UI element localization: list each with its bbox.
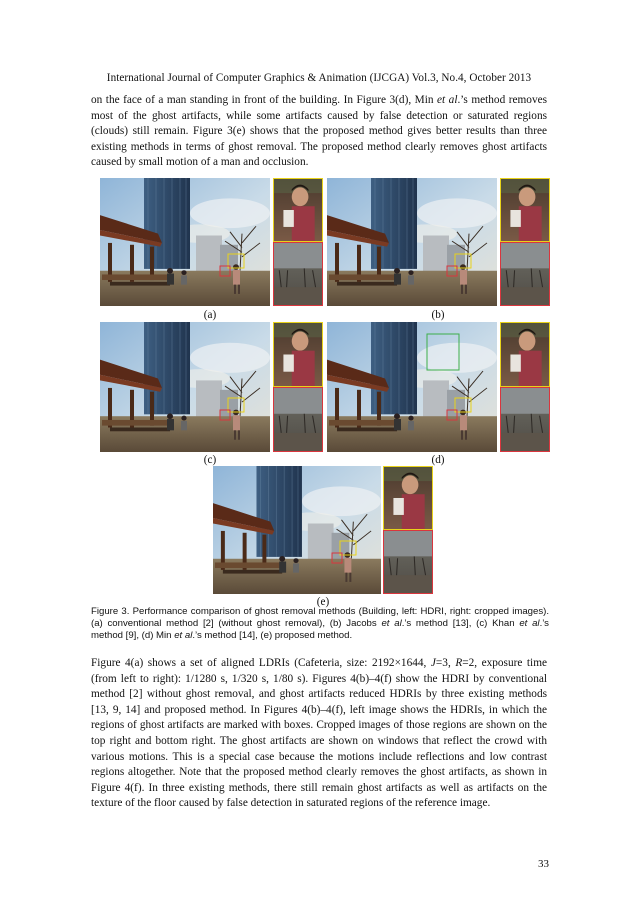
text-run-italic: et al [437, 94, 458, 106]
text-run: =3, [435, 657, 456, 669]
subfigure-label-a: (a) [203, 309, 217, 321]
crop-bottom-image [500, 242, 550, 306]
crop-bottom-image [500, 387, 550, 452]
subfigure-label-b: (b) [431, 309, 445, 321]
figure-panel-c [100, 322, 323, 452]
hdr-image [327, 322, 497, 452]
crop-bottom-image [383, 530, 433, 594]
text-run: Figure 4(a) shows a set of aligned LDRIs (Cafeteria, size: 2192×1644, [91, 657, 431, 669]
figure-panel-a [100, 178, 323, 306]
hdr-image [213, 466, 381, 594]
caption-run: Figure 3. Performance comparison of ghost removal methods (Building, left: HDRI, right: cropped images). (a) conventional method [2] (without ghost removal), (b) Jacobs [91, 606, 549, 630]
crop-top-image [500, 178, 550, 242]
crop-top-image [273, 178, 323, 242]
text-run-italic: J [430, 657, 436, 669]
subfigure-label-c: (c) [203, 454, 217, 466]
hdr-image [100, 322, 270, 452]
paragraph-figure4-discussion [91, 656, 547, 812]
paragraph-figure3-discussion [91, 93, 547, 171]
crop-top-image [500, 322, 550, 387]
crop-top-image [273, 322, 323, 387]
hdr-image [100, 178, 270, 306]
caption-run: .’s method [14], (e) proposed method. [192, 630, 353, 642]
subfigure-label-e: (e) [316, 596, 330, 608]
crop-bottom-image [273, 242, 323, 306]
figure-caption [91, 606, 549, 643]
figure-panel-e [213, 466, 433, 594]
text-run: .’s method removes most of the ghost artifacts, while some artifacts caused by false detection or saturated regions (clouds) still remain. Figure 3(e) shows that the proposed method gives better results than three existing methods in terms of ghost removal. The proposed method clearly removes ghost artifacts caused by small motion of a man and occlusion. [91, 94, 547, 169]
caption-run-italic: et al [519, 618, 540, 630]
crop-bottom-image [273, 387, 323, 452]
text-run-italic: R [455, 657, 463, 669]
hdr-image [327, 178, 497, 306]
journal-header: International Journal of Computer Graphics & Animation (IJCGA) Vol.3, No.4, October 2013 [106, 72, 532, 84]
caption-run-italic: et al [174, 630, 193, 642]
page-number: 33 [538, 858, 549, 870]
caption-run: .’s method [13], (c) Khan [401, 618, 520, 630]
figure-panel-b [327, 178, 550, 306]
crop-top-image [383, 466, 433, 530]
figure-panel-d [327, 322, 550, 452]
subfigure-label-d: (d) [431, 454, 445, 466]
caption-run: .’s method [9], (d) Min [91, 618, 549, 642]
text-run: =2, exposure time (from left to right): 1/1280 s, 1/320 s, 1/80 s). Figures 4(b)–4(f) show the HDRI by conventional method [2] without ghost removal, and ghost artifacts reduced HDRIs by three existing methods [13, 9, 14] and proposed method. In Figures 4(b)–4(f), left image shows the HDRIs, in which the regions of ghost artifacts are marked with boxes. Cropped images of those regions are shown on the top right and bottom right. The ghost artifacts are shown on windows that reflect the crowd with various motions. This is a special case because the motions include reflections and low contrast regions altogether. Note that the proposed method clearly removes the ghost artifacts, as shown in Figure 4(f). In three existing methods, there still remain ghost artifacts as well as artifacts on the texture of the floor caused by false detection in saturated regions of the reference image. [91, 657, 547, 810]
text-run: on the face of a man standing in front of the building. In Figure 3(d), Min [91, 94, 438, 106]
caption-run-italic: et al [381, 618, 402, 630]
